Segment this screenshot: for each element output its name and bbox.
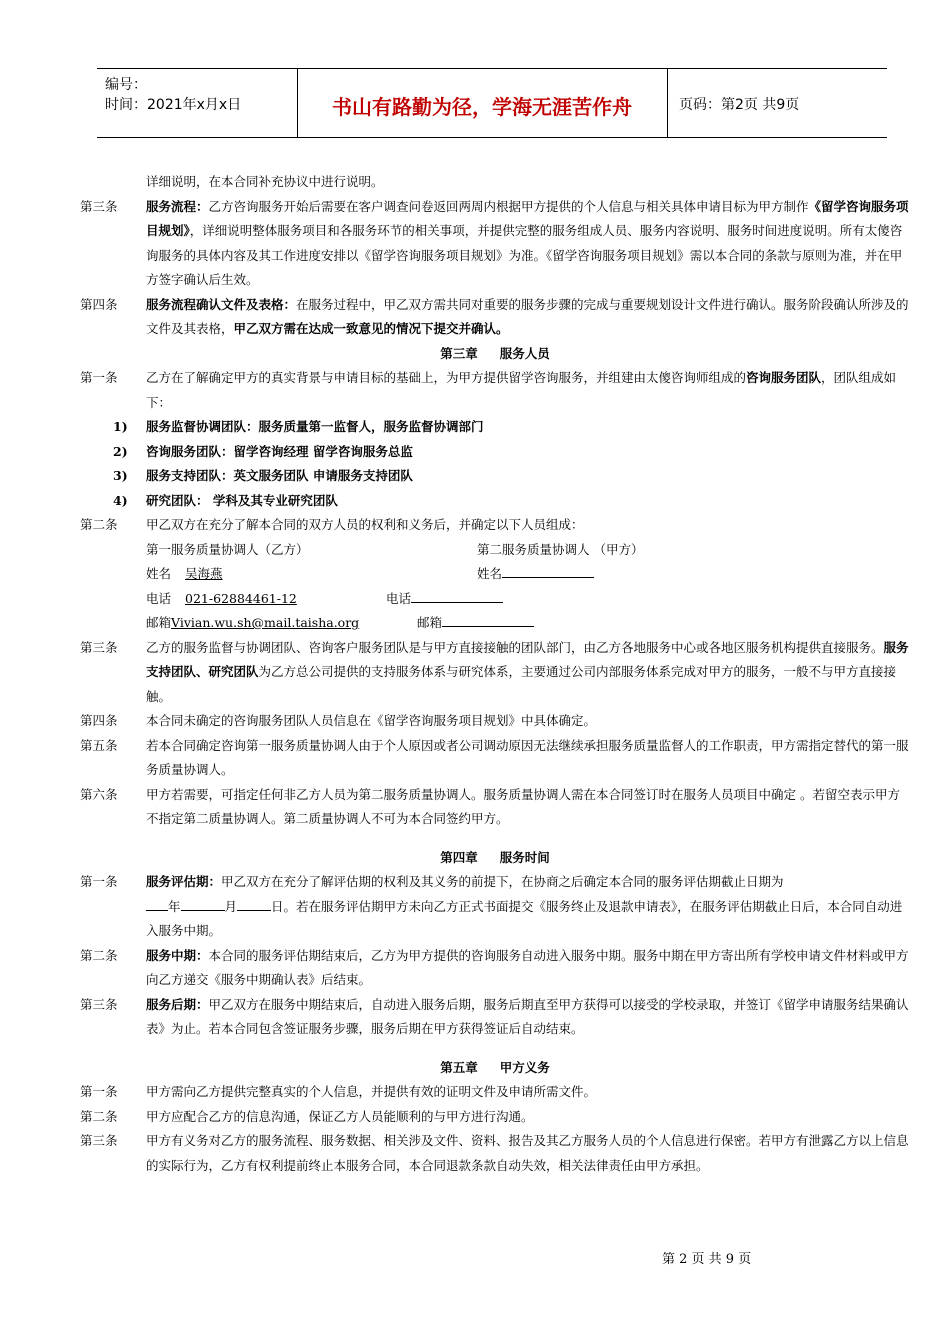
ch3-article-4 [80,709,910,734]
team-item [80,440,910,465]
article-text: 若在服务评估期甲方未向乙方正式书面提交《服务终止及退款申请表》，在服务评估期截止日后，本合同自动进入服务中期。 [146,898,903,938]
article-text: 若本合同确定咨询第一服务质量协调人由于个人原因或者公司调动原因无法继续承担服务质量监督人的工作职责，甲方需指定替代的第一服务质量协调人。 [146,737,909,777]
article-text: 甲乙双方在充分了解本合同的双方人员的权利和义务后，并确定以下人员组成： [146,517,584,532]
email2-label: 邮箱 [417,615,443,630]
article-title: 服务评估期： [146,874,222,889]
chapter-number: 第四章 [440,849,478,865]
team-item [80,415,910,440]
coordinator2-label: 第二服务质量协调人 （甲方） [477,541,644,557]
team-item [80,464,910,489]
email2-blank [442,612,534,627]
article-number: 第一条 [80,1084,118,1099]
chapter-heading [80,846,910,871]
article-text: 乙方的服务监督与协调团队、咨询客户服务团队是与甲方直接接触的团队部门，由乙方各地服务中心或各地区服务机构提供直接服务。 [146,639,884,655]
header-page-info: 页码：第2页 共9页 [679,97,800,113]
time-label: 时间：2021年x月x日 [105,97,242,113]
article-text: 甲方应配合乙方的信息沟通，保证乙方人员能顺利的与甲方进行沟通。 [146,1108,534,1124]
name-row [80,562,910,587]
day-label: 日。 [271,898,297,914]
article-number: 第三条 [80,1133,118,1148]
ch5-article-3 [80,1129,910,1178]
team-number: 2) [113,443,128,459]
name-label: 姓名 [146,566,172,581]
article-number: 第三条 [80,996,118,1012]
article-bold: 甲乙双方需在达成一致意见的情况下提交并确认。 [233,321,509,336]
name2-label: 姓名 [477,566,503,581]
month-label: 月 [224,898,238,914]
name2-blank [502,563,594,578]
phone2-blank [411,588,503,603]
page-footer: 第 2 页 共 9 页 [662,1252,752,1267]
ch3-article-2 [80,513,910,538]
phone-label: 电话 [146,590,172,606]
ch3-article-1 [80,366,910,415]
email-row [80,611,910,636]
article-bold: 服务支持团队、研究团队 [146,639,909,679]
article-text: 甲方若需要，可指定任何非乙方人员为第二服务质量协调人。服务质量协调人需在本合同签订时在服务人员项目中确定 。若留空表示甲方不指定第二质量协调人。第二质量协调人不可为本合同签约甲方。 [146,786,900,826]
phone-row [80,587,910,612]
article-text: 甲乙双方在服务中期结束后，自动进入服务后期，服务后期直至甲方获得可以接受的学校录取，并签订《留学申请服务结果确认表》为止。若本合同包含签证服务步骤，服务后期在甲方获得签证后自动结束。 [146,996,909,1036]
ch5-article-2 [80,1105,910,1130]
article-text: 甲方需向乙方提供完整真实的个人信息，并提供有效的证明文件及申请所需文件。 [146,1084,597,1099]
team-text: 咨询服务团队：留学咨询经理 留学咨询服务总监 [146,443,413,459]
team-number: 3) [113,468,128,483]
article-number: 第二条 [80,1108,118,1124]
team-text: 研究团队： 学科及其专业研究团队 [146,492,338,508]
article-number: 第二条 [80,517,118,532]
ch4-article-1 [80,870,910,944]
year-label: 年 [168,898,181,914]
team-item [80,489,910,514]
article-text: ，详细说明整体服务项目和各服务环节的相关事项，并提供完整的服务组成人员、服务内容说明、服务时间进度说明。所有太傻咨询服务的具体内容及其工作进度安排以《留学咨询服务项目规划》为准。《留学咨询服务项目规划》需以本合同的条款与原则为准，并在甲方签字确认后生效。 [146,223,903,287]
article-number: 第三条 [80,639,118,655]
article-title: 服务流程确认文件及表格： [146,296,297,312]
article-text: 甲乙双方在充分了解评估期的权利及其义务的前提下，在协商之后确定本合同的服务评估期截止日期为 [221,874,784,889]
chapter-heading [80,342,910,367]
email-value: Vivian.wu.sh@mail.taisha.org [171,615,360,630]
article-number: 第二条 [80,947,118,963]
article-text: 本合同未确定的咨询服务团队人员信息在《留学咨询服务项目规划》中具体确定。 [146,713,597,728]
coordinator1-label: 第一服务质量协调人（乙方） [146,541,309,557]
article-text: 本合同的服务评估期结束后，乙方为甲方提供的咨询服务自动进入服务中期。服务中期在甲方寄出所有学校申请文件材料或甲方向乙方递交《服务中期确认表》后结束。 [146,947,909,987]
team-text: 服务支持团队：英文服务团队 申请服务支持团队 [146,468,413,483]
article-number: 第一条 [80,370,118,385]
chapter-heading [80,1056,910,1081]
article-text: 在服务过程中，甲乙双方需共同对重要的服务步骤的完成与重要规划设计文件进行确认。服务阶段确认所涉及的文件及其表格， [146,296,909,336]
article-number: 第五条 [80,737,118,753]
header-divider [667,69,668,137]
page-header [97,68,887,138]
article-number: 第四条 [80,296,118,312]
phone-value: 021-62884461-12 [185,590,297,606]
article-title: 服务后期： [146,996,209,1012]
article-bold: 《留学咨询服务项目规划》 [146,198,909,238]
article-number: 第一条 [80,874,118,889]
day-blank [237,896,271,911]
chapter-title: 服务时间 [499,849,550,865]
email-label: 邮箱 [146,615,172,630]
coordinator-labels-row [80,538,910,563]
intro-line: 详细说明，在本合同补充协议中进行说明。 [146,174,384,189]
article-text: 甲方有义务对乙方的服务流程、服务数据、相关涉及文件、资料、报告及其乙方服务人员的个人信息进行保密。若甲方有泄露乙方以上信息的实际行为，乙方有权利提前终止本服务合同，本合同退款条款自动失效，相关法律责任由甲方承担。 [146,1133,909,1173]
article-number: 第六条 [80,786,118,802]
article-number: 第三条 [80,198,118,214]
article-number: 第四条 [80,713,118,728]
header-meta [105,75,241,115]
team-text: 服务监督协调团队：服务质量第一监督人，服务监督协调部门 [146,419,484,434]
team-number: 4) [113,492,128,508]
chapter-number: 第五章 [440,1059,478,1075]
header-motto: 书山有路勤为径，学海无涯苦作舟 [332,95,632,119]
ch2-article-4 [80,293,910,342]
article-text: 乙方咨询服务开始后需要在客户调查问卷返回两周内根据甲方提供的个人信息与相关具体申请目标为甲方制作 [208,198,809,214]
team-number: 1) [113,419,128,434]
year-blank [146,896,168,911]
phone2-label: 电话 [386,590,412,606]
article-text: 乙方在了解确定甲方的真实背景与申请目标的基础上，为甲方提供留学咨询服务，并组建由太傻咨询师组成的 [146,370,747,385]
ch3-article-6 [80,783,910,832]
ch2-article-3 [80,195,910,293]
ch5-article-1 [80,1080,910,1105]
ch4-article-2 [80,944,910,993]
article-text: ，团队组成如下： [146,370,897,410]
article-text: 为乙方总公司提供的支持服务体系与研究体系，主要通过公司内部服务体系完成对甲方的服务，一般不与甲方直接接触。 [146,664,897,704]
document-body [80,170,910,1178]
ch3-article-3 [80,636,910,710]
month-blank [181,896,225,911]
name-value: 吴海燕 [185,566,223,581]
article-title: 服务流程： [146,198,209,214]
article-title: 服务中期： [146,947,209,963]
article-bold: 咨询服务团队 [746,370,822,385]
ch3-article-5 [80,734,910,783]
chapter-title: 甲方义务 [499,1059,550,1075]
ch4-article-3 [80,993,910,1042]
serial-label: 编号： [105,77,147,93]
chapter-title: 服务人员 [499,345,550,361]
chapter-number: 第三章 [440,345,478,361]
